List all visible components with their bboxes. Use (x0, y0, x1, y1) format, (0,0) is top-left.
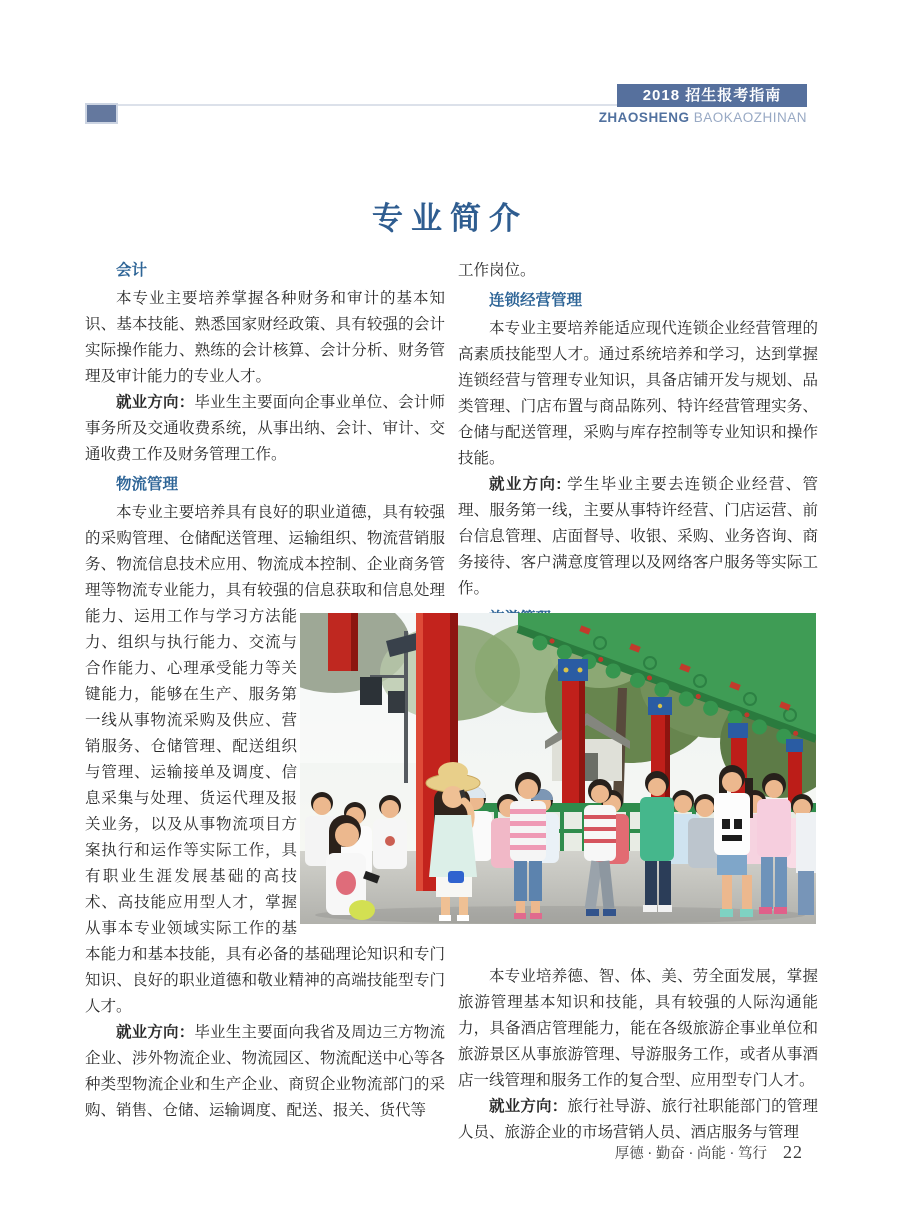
accounting-intro: 本专业主要培养掌握各种财务和审计的基本知识、基本技能、熟悉国家财经政策、具有较强的会计实际操作能力、熟练的会计核算、会计分析、财务管理及审计能力的专业人才。 (85, 290, 445, 385)
page-number: 22 (783, 1142, 803, 1162)
header-subtitle-light: BAOKAOZHINAN (693, 110, 807, 125)
chain-intro: 本专业主要培养能适应现代连锁企业经营管理的高素质技能型人才。通过系统培养和学习，达到掌握连锁经营与管理专业知识，具备店铺开发与规划、品类管理、门店布置与商品陈列、特许经营管理实务、仓储与配送管理，采购与库存控制等专业知识和操作技能。 (458, 320, 818, 467)
accounting-career-label: 就业方向： (116, 394, 195, 411)
page-title: 专业简介 (372, 201, 528, 236)
photo-illustration (300, 613, 816, 924)
logistics-intro-part2: 处理能力、运用工作与学习方法能力、组织与执行能力、交流与合作能力、心理承受能力等关键能力，能够在生产、服务第一线从事物流采购及供应、营销服务、仓储管理、配送组织与管理、运输接单及调度、信息采集与处理、货运代理及报关业务，以及从事物流项目方案执行和运作等实际工作，具有职业生涯发展基础的高技术、高技能应用型人才，掌握从事本专业领域实际工作的基本能力和基本技能，具有必备的基础理论知识和专门知识、良好的职业道德和敬业精神的高端技能型专门人才。 (85, 582, 445, 1015)
logistics-career-label: 就业方向： (116, 1024, 195, 1041)
heading-logistics: 物流管理 (116, 476, 179, 493)
logistics-career-text: 毕业生主要面向我省及周边三方物流企业、涉外物流企业、物流园区、物流配送中心等各种类型物流企业和生产企业、商贸企业物流部门的采购、销售、仓储、运输调度、配送、报关、货代等 (85, 1024, 445, 1119)
tourism-career-text: 旅行社导游、旅行社职能部门的管理人员、旅游企业的市场营销人员、酒店服务与管理 (458, 1098, 818, 1141)
corner-square-decoration (85, 103, 118, 124)
chain-career-text: 学生毕业主要去连锁企业经营、管理、服务第一线，主要从事特许经营、门店运营、前台信息管理、店面督导、收银、采购、业务咨询、商务接待、客户满意度管理以及网络客户服务等实际工作。 (458, 476, 818, 597)
footer-motto: 厚德 · 勤奋 · 尚能 · 笃行 (614, 1146, 767, 1162)
chain-career (458, 472, 818, 602)
header-rule (118, 104, 617, 106)
accounting-career-text: 毕业生主要面向企事业单位、会计师事务所及交通收费系统，从事出纳、会计、审计、交通收费工作及财务管理工作。 (85, 394, 445, 463)
header-subtitle-bold: ZHAOSHENG (598, 110, 690, 125)
tourism-intro: 本专业培养德、智、体、美、劳全面发展，掌握旅游管理基本知识和技能，具有较强的人际沟通能力，具备酒店管理能力，能在各级旅游企事业单位和旅游景区从事旅游管理、导游服务工作，或者从事酒店一线管理和服务工作的复合型、应用型专门人才。 (458, 968, 818, 1089)
accounting-career (85, 390, 445, 468)
chain-career-label: 就业方向: (489, 476, 568, 493)
logistics-career (85, 1020, 445, 1124)
heading-chain-management: 连锁经营管理 (489, 292, 583, 309)
campus-pavilion-photo (300, 613, 816, 924)
header-badge: 2018 招生报考指南 (617, 84, 807, 107)
logistics-intro-part1: 本专业主要培养具有良好的职业道德，具有较强的采购管理、仓储配送管理、运输组织、物流营销服务、物流信息技术应用、物流成本控制、企业商务管理等物流专业能力，具有较强的信息获取和信息 (85, 504, 445, 599)
tourism-career-label: 就业方向： (489, 1098, 568, 1115)
tourism-career (458, 1094, 818, 1146)
logistics-career-continuation: 工作岗位。 (458, 262, 536, 279)
page-footer (0, 1142, 803, 1163)
header-subtitle (400, 110, 807, 125)
heading-accounting: 会计 (116, 262, 148, 279)
